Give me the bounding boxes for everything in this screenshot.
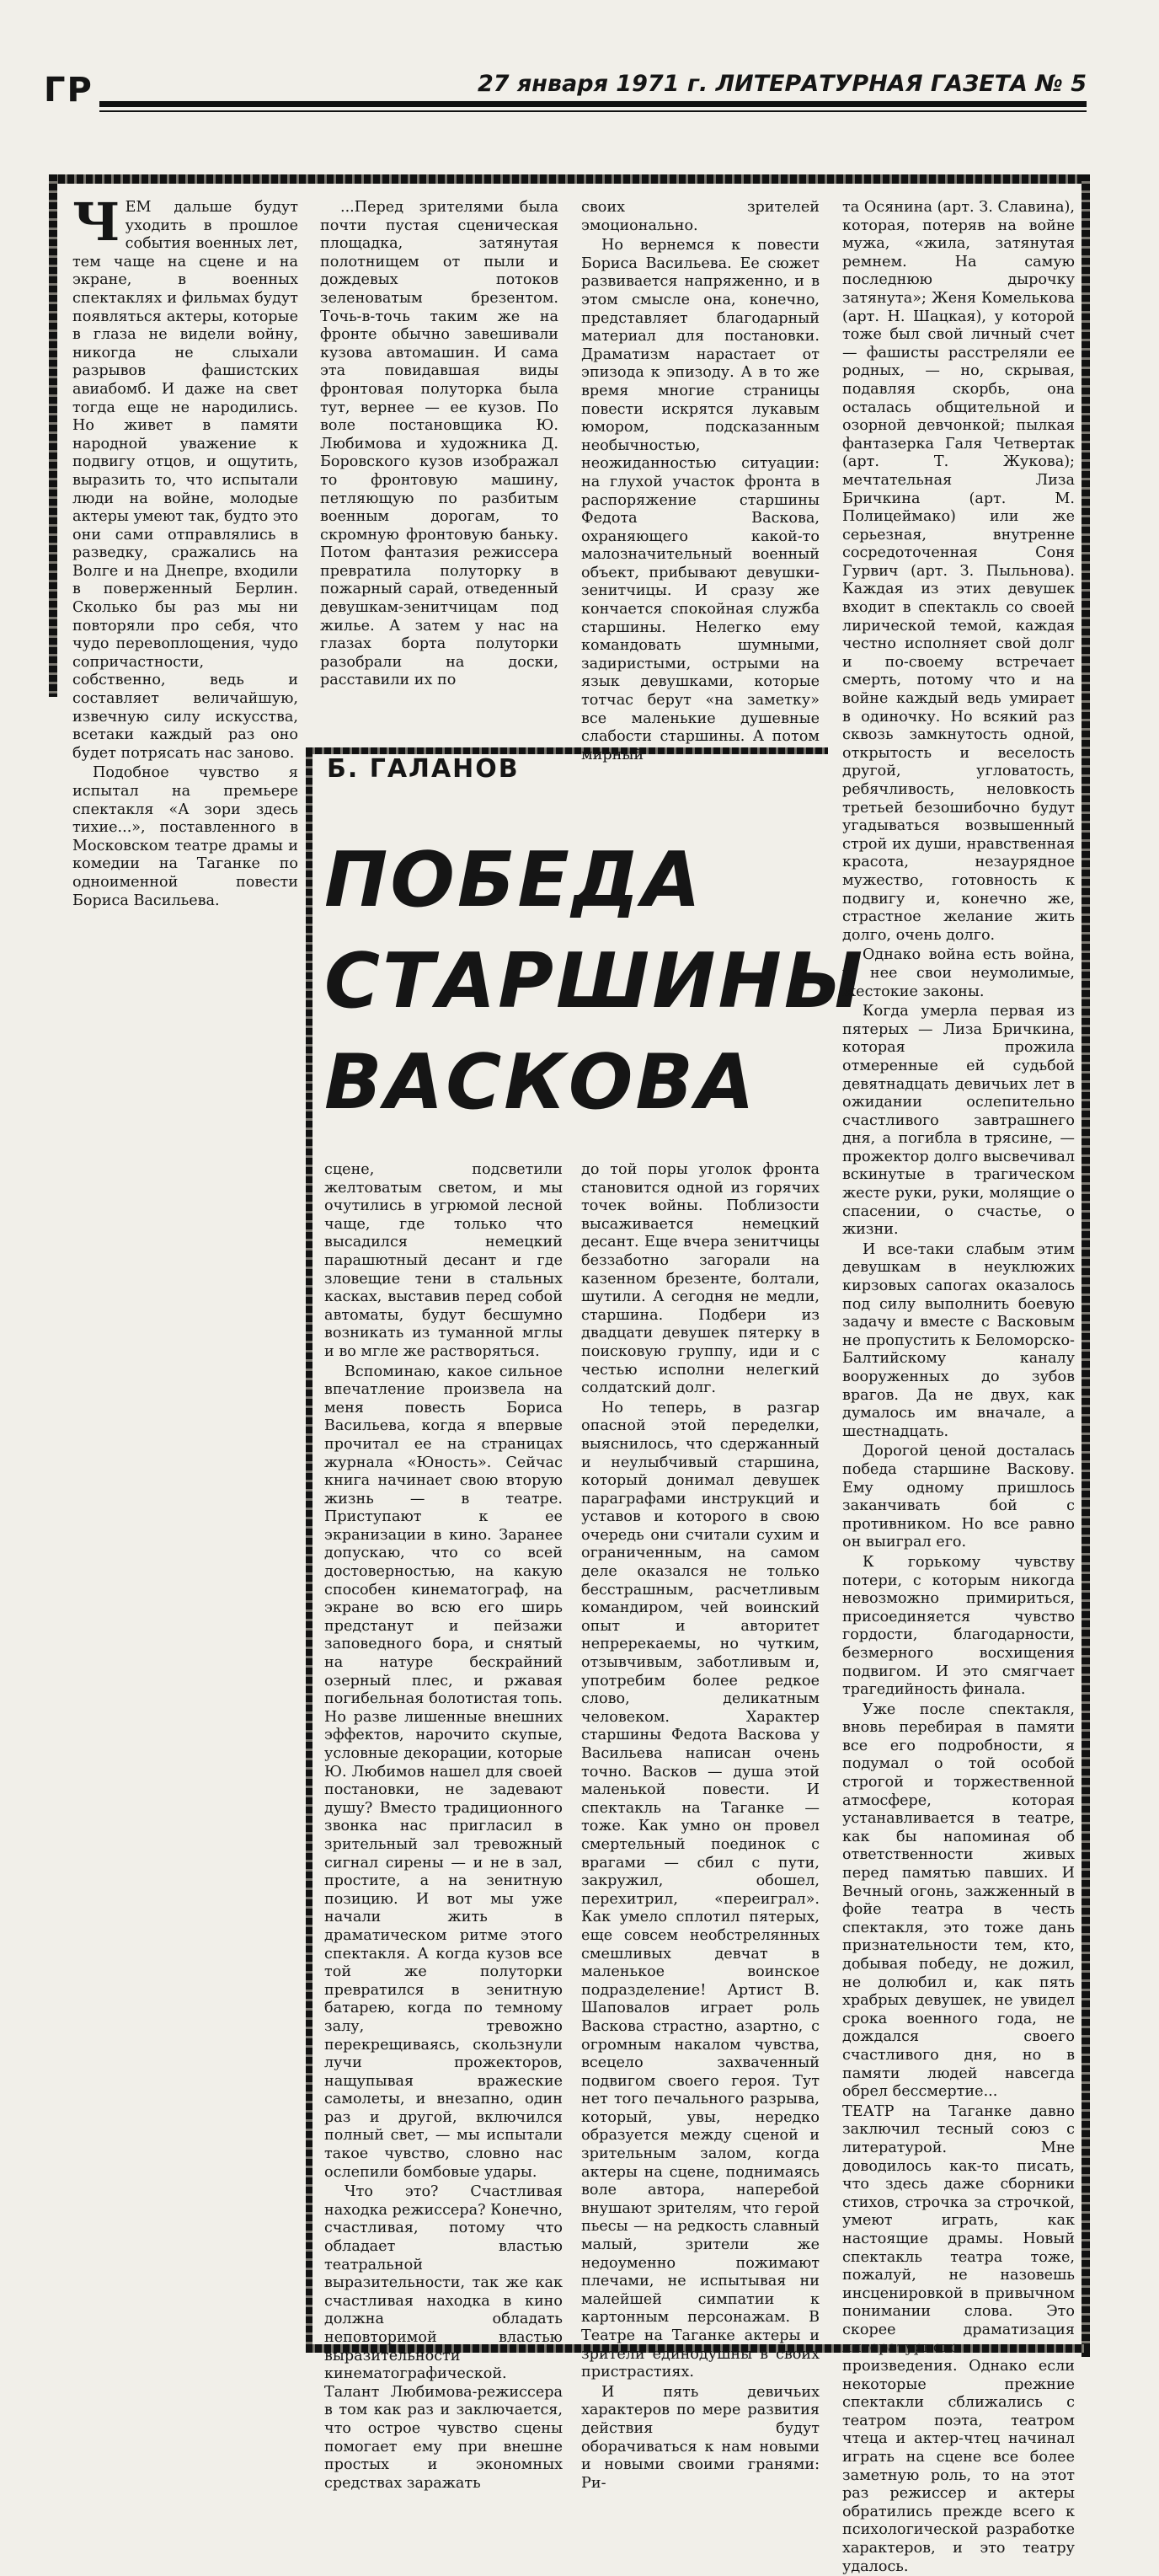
article-column-4 — [842, 199, 1075, 2575]
paragraph: И пять девичьих характеров по мере развития действия будут оборачиваться к нам новыми и новыми своими гранями: Ри- — [581, 2383, 820, 2492]
title-line: СТАРШИНЫ — [324, 937, 866, 1026]
article-column-2 — [320, 199, 558, 738]
article-title — [324, 830, 866, 1133]
paragraph: ТЕАТР на Таганке давно заключил тесный союз с литературой. Мне доводилось как-то писать, что здесь даже сборники стихов, строчка за строчкой, умеют играть, как настоящие драмы. Новый спектакль театра тоже, пожалуй, не назовешь инсценировкой в привычном понимании слова. Это скорее драматизация литературного произведения. Однако если некоторые прежние спектакли сближались с театром поэта, театром чтеца и актер-чтец начинал играть на сцене все более заметную роль, то на этот раз режиссер и актеры обратились прежде всего к психологической разработке характеров, и это театру удалось. — [842, 2102, 1075, 2575]
paragraph: И все-таки слабым этим девушкам в неуклюжих кирзовых сапогах оказалось под силу выполнить боевую задачу и вместе с Васковым не пропустить к Беломорско-Балтийскому каналу вооруженных до зубов врагов. Да не двух, как думалось им вначале, а шестнадцать. — [842, 1240, 1075, 1440]
article-column-5 — [324, 1161, 563, 2492]
byline: Б. ГАЛАНОВ — [327, 754, 520, 784]
paragraph: Но теперь, в разгар опасной этой переделки, выяснилось, что сдержанный и неулыбчивый старшина, который донимал девушек параграфами инструкций и уставов и которого в свою очередь они считали сухим и ограниченным, на самом деле оказался не только бесстрашным, расчетливым командиром, чей воинский опыт и авторитет непререкаемы, но чутким, отзывчивым, заботливым и, употребим более редкое слово, деликатным человеком. Характер старшины Федота Васкова у Васильева написан очень точно. Васков — душа этой маленькой повести. И спектакль на Таганке — тоже. Как умно он провел смертельный поединок с врагами — сбил с пути, закружил, обошел, перехитрил, «переиграл». Как умело сплотил пятерых, еще совсем необстрелянных смешливых девчат в маленькое воинское подразделение! Артист В. Шаповалов играет роль Васкова страстно, азартно, с огромным накалом чувства, всецело захваченный подвигом своего героя. Тут нет того печального разрыва, который, увы, нередко образуется между сценой и зрительным залом, когда актеры на сцене, поднимаясь воле автора, наперебой внушают зрителям, что герой пьесы — на редкость славный малый, зрители же недоуменно пожимают плечами, не испытывая ни малейшей симпатии к картонным персонажам. В Театре на Таганке актеры и зрители единодушны в своих пристрастиях. — [581, 1399, 820, 2381]
paragraph: Но вернемся к повести Бориса Васильева. Ее сюжет развивается напряженно, и в этом смысле она, конечно, представляет благодарный материал для постановки. Драматизм нарастает от эпизода к эпизоду. А в то же время многие страницы повести искрятся лукавым юмором, подсказанным необычностью, неожиданностью ситуации: на глухой участок фронта в распоряжение старшины Федота Васкова, охраняющего какой-то малозначительный военный объект, прибывают девушки-зенитчицы. И сразу же кончается спокойная служба старшины. Нелегко ему командовать шумными, задиристыми, острыми на язык девушками, которые тотчас берут «на заметку» все маленькие душевные слабости старшины. А потом мирный — [581, 237, 820, 763]
paragraph: Однако война есть война, у нее свои неумолимые, жестокие законы. — [842, 946, 1075, 1000]
article-frame-right — [1082, 174, 1090, 2357]
header-rule-thin — [99, 110, 1087, 112]
paragraph: К горькому чувству потери, с которым никогда невозможно примириться, присоединяется чувство гордости, благодарности, безмерного восхищения подвигом. И это смягчает трагедийность финала. — [842, 1553, 1075, 1699]
paragraph: Вспоминаю, какое сильное впечатление произвела на меня повесть Бориса Васильева, когда я впервые прочитал ее на страницах журнала «Юность». Сейчас книга начинает свою вторую жизнь — в театре. Приступают к ее экранизации в кино. Заранее допускаю, что со всей достоверностью, на какую способен кинематограф, на экране во всю его ширь предстанут и пейзажи заповедного бора, и снятый на натуре бескрайний озерный плес, и ржавая погибельная болотистая топь. Но разве лишенные внешних эффектов, нарочито скупые, условные декорации, которые Ю. Любимов нашел для своей постановки, не задевают душу? Вместо традиционного звонка нас пригласил в зрительный зал тревожный сигнал сирены — и не в зал, простите, а на зенитную позицию. И вот мы уже начали жить в драматическом ритме этого спектакля. А когда кузов все той же полуторки превратился в зенитную батарею, когда по темному залу, тревожно перекрещиваясь, скользнули лучи прожекторов, нащупывая вражеские самолеты, и внезапно, один раз и другой, включился полный свет, — мы испытали такое чувство, словно нас ослепили бомбовые удары. — [324, 1363, 563, 2181]
drop-cap: Ч — [72, 191, 120, 253]
paragraph: своих зрителей эмоционально. — [581, 199, 820, 234]
newspaper-header: 27 января 1971 г. ЛИТЕРАТУРНАЯ ГАЗЕТА № 5 — [477, 71, 1087, 97]
paragraph: Подобное чувство я испытал на премьере спектакля «А зори здесь тихие...», поставленного в Московском театре драмы и комедии на Таганке по одноименной повести Бориса Васильева. — [72, 764, 298, 909]
article-frame-inner-left — [306, 750, 312, 2351]
paragraph: до той поры уголок фронта становится одной из горячих точек войны. Поблизости высаживается немецкий десант. Еще вчера зенитчицы беззаботно загорали на казенном брезенте, болтали, шутили. А сегодня не медли, старшина. Подбери из двадцати девушек пятерку в поисковую группу, иди и с честью исполни нелегкий солдатский долг. — [581, 1161, 820, 1397]
paragraph: Уже после спектакля, вновь перебирая в памяти все его подробности, я подумал о той особой строгой и торжественной атмосфере, которая устанавливается в театре, как бы напоминая об ответственности живых перед памятью павших. И Вечный огонь, зажженный в фойе театра в честь спектакля, это тоже дань признательности тем, кто, добывая победу, не дожил, не долюбил и, как пять храбрых девушек, не увидел срока военного года, не дождался своего счастливого дня, но в памяти людей навсегда обрел бессмертие... — [842, 1700, 1075, 2101]
paragraph: Дорогой ценой досталась победа старшине Васкову. Ему одному пришлось заканчивать бой с противником. Но все равно он выиграл его. — [842, 1443, 1075, 1551]
paragraph: ЕМ дальше будут уходить в прошлое события военных лет, тем чаще на сцене и на экране, в военных спектаклях и фильмах будут появляться актеры, которые в глаза не видели войну, никогда не слыхали разрывов фашистских авиабомб. И даже на свет тогда еще не народились. Но живет в памяти народной уважение к подвигу отцов, и ощутить, выразить то, что испытали люди на войне, молодые актеры умеют так, будто это они сами отправлялись в разведку, сражались на Волге и на Днепре, входили в поверженный Берлин. Сколько бы раз мы ни повторяли про себя, что чудо перевоплощения, чудо сопричастности, собственно, ведь и составляет величайшую, извечную силу искусства, всетаки каждый раз оно будет потрясать нас заново. — [72, 199, 298, 762]
paragraph: Что это? Счастливая находка режиссера? Конечно, счастливая, потому что обладает властью театральной выразительности, так же как счастливая находка в кино должна обладать неповторимой властью выразительности кинематографической. Талант Любимова-режиссера в том как раз и заключается, что острое чувство сцены помогает ему при внешне простых и экономных средствах заражать — [324, 2183, 563, 2492]
paragraph: Когда умерла первая из пятерых — Лиза Бричкина, которая прожила отмеренные ей судьбой девятнадцать девичьих лет в ожидании ослепительно счастливого завтрашнего дня, а погибла в трясине, — прожектор долго высвечивал вскинутые в трагическом жесте руки, руки, молящие о спасении, о счастье, о жизни. — [842, 1003, 1075, 1239]
title-line: ПОБЕДА — [324, 836, 703, 924]
article-column-3 — [581, 199, 820, 763]
article-column-1 — [72, 191, 298, 909]
header-rule — [99, 101, 1087, 107]
title-line: ВАСКОВА — [324, 1038, 757, 1127]
paragraph: та Осянина (арт. З. Славина), которая, потеряв на войне мужа, «жила, затянутая ремнем. На самую последнюю дырочку затянута»; Женя Комелькова (арт. Н. Шацкая), у которой тоже был свой личный счет — фашисты расстреляли ее родных, — но, скрывая, подавляя скорбь, она осталась общительной и озорной девчонкой; пылкая фантазерка Галя Четвертак (арт. Т. Жукова); мечтательная Лиза Бричкина (арт. М. Полицеймако) или же серьезная, внутренне сосредоточенная Соня Гурвич (арт. З. Пыльнова). Каждая из этих девушек входит в спектакль со своей лирической темой, каждая честно исполняет свой долг и по-своему встречает смерть, потому что и на войне каждый ведь умирает в одиночку. Но всякий раз сквозь замкнутость одной, открытость и веселость другой, угловатость, ребячливость, неловкость третьей безошибочно будут угадываться возвышенный строй их души, нравственная красота, незаурядное мужество, готовность к подвигу и, конечно же, страстное желание жить долго, очень долго. — [842, 199, 1075, 944]
article-column-6 — [581, 1161, 820, 2492]
paragraph: ...Перед зрителями была почти пустая сценическая площадка, затянутая полотнищем от пыли и дождевых потоков зеленоватым брезентом. Точь-в-точь таким же на фронте обычно завешивали кузова автомашин. И сама эта повидавшая виды фронтовая полуторка была тут, вернее — ее кузов. По воле постановщика Ю. Любимова и художника Д. Боровского кузов изображал то фронтовую машину, петляющую по разбитым военным дорогам, то скромную фронтовую баньку. Потом фантазия режиссера превратила полуторку в пожарный сарай, отведенный девушкам-зенитчицам под жилье. А затем у нас на глазах борта полуторки разобрали на доски, расставили их по — [320, 199, 558, 689]
article-frame-left — [49, 174, 57, 697]
article-frame-top — [49, 174, 1090, 184]
paragraph: сцене, подсветили желтоватым светом, и мы очутились в угрюмой лесной чаще, где только что высадился немецкий парашютный десант и где зловещие тени в стальных касках, выставив перед собой автоматы, будут бесшумно возникать из туманной мглы и во мгле же растворяться. — [324, 1161, 563, 1360]
section-mark: ГР — [44, 71, 93, 110]
